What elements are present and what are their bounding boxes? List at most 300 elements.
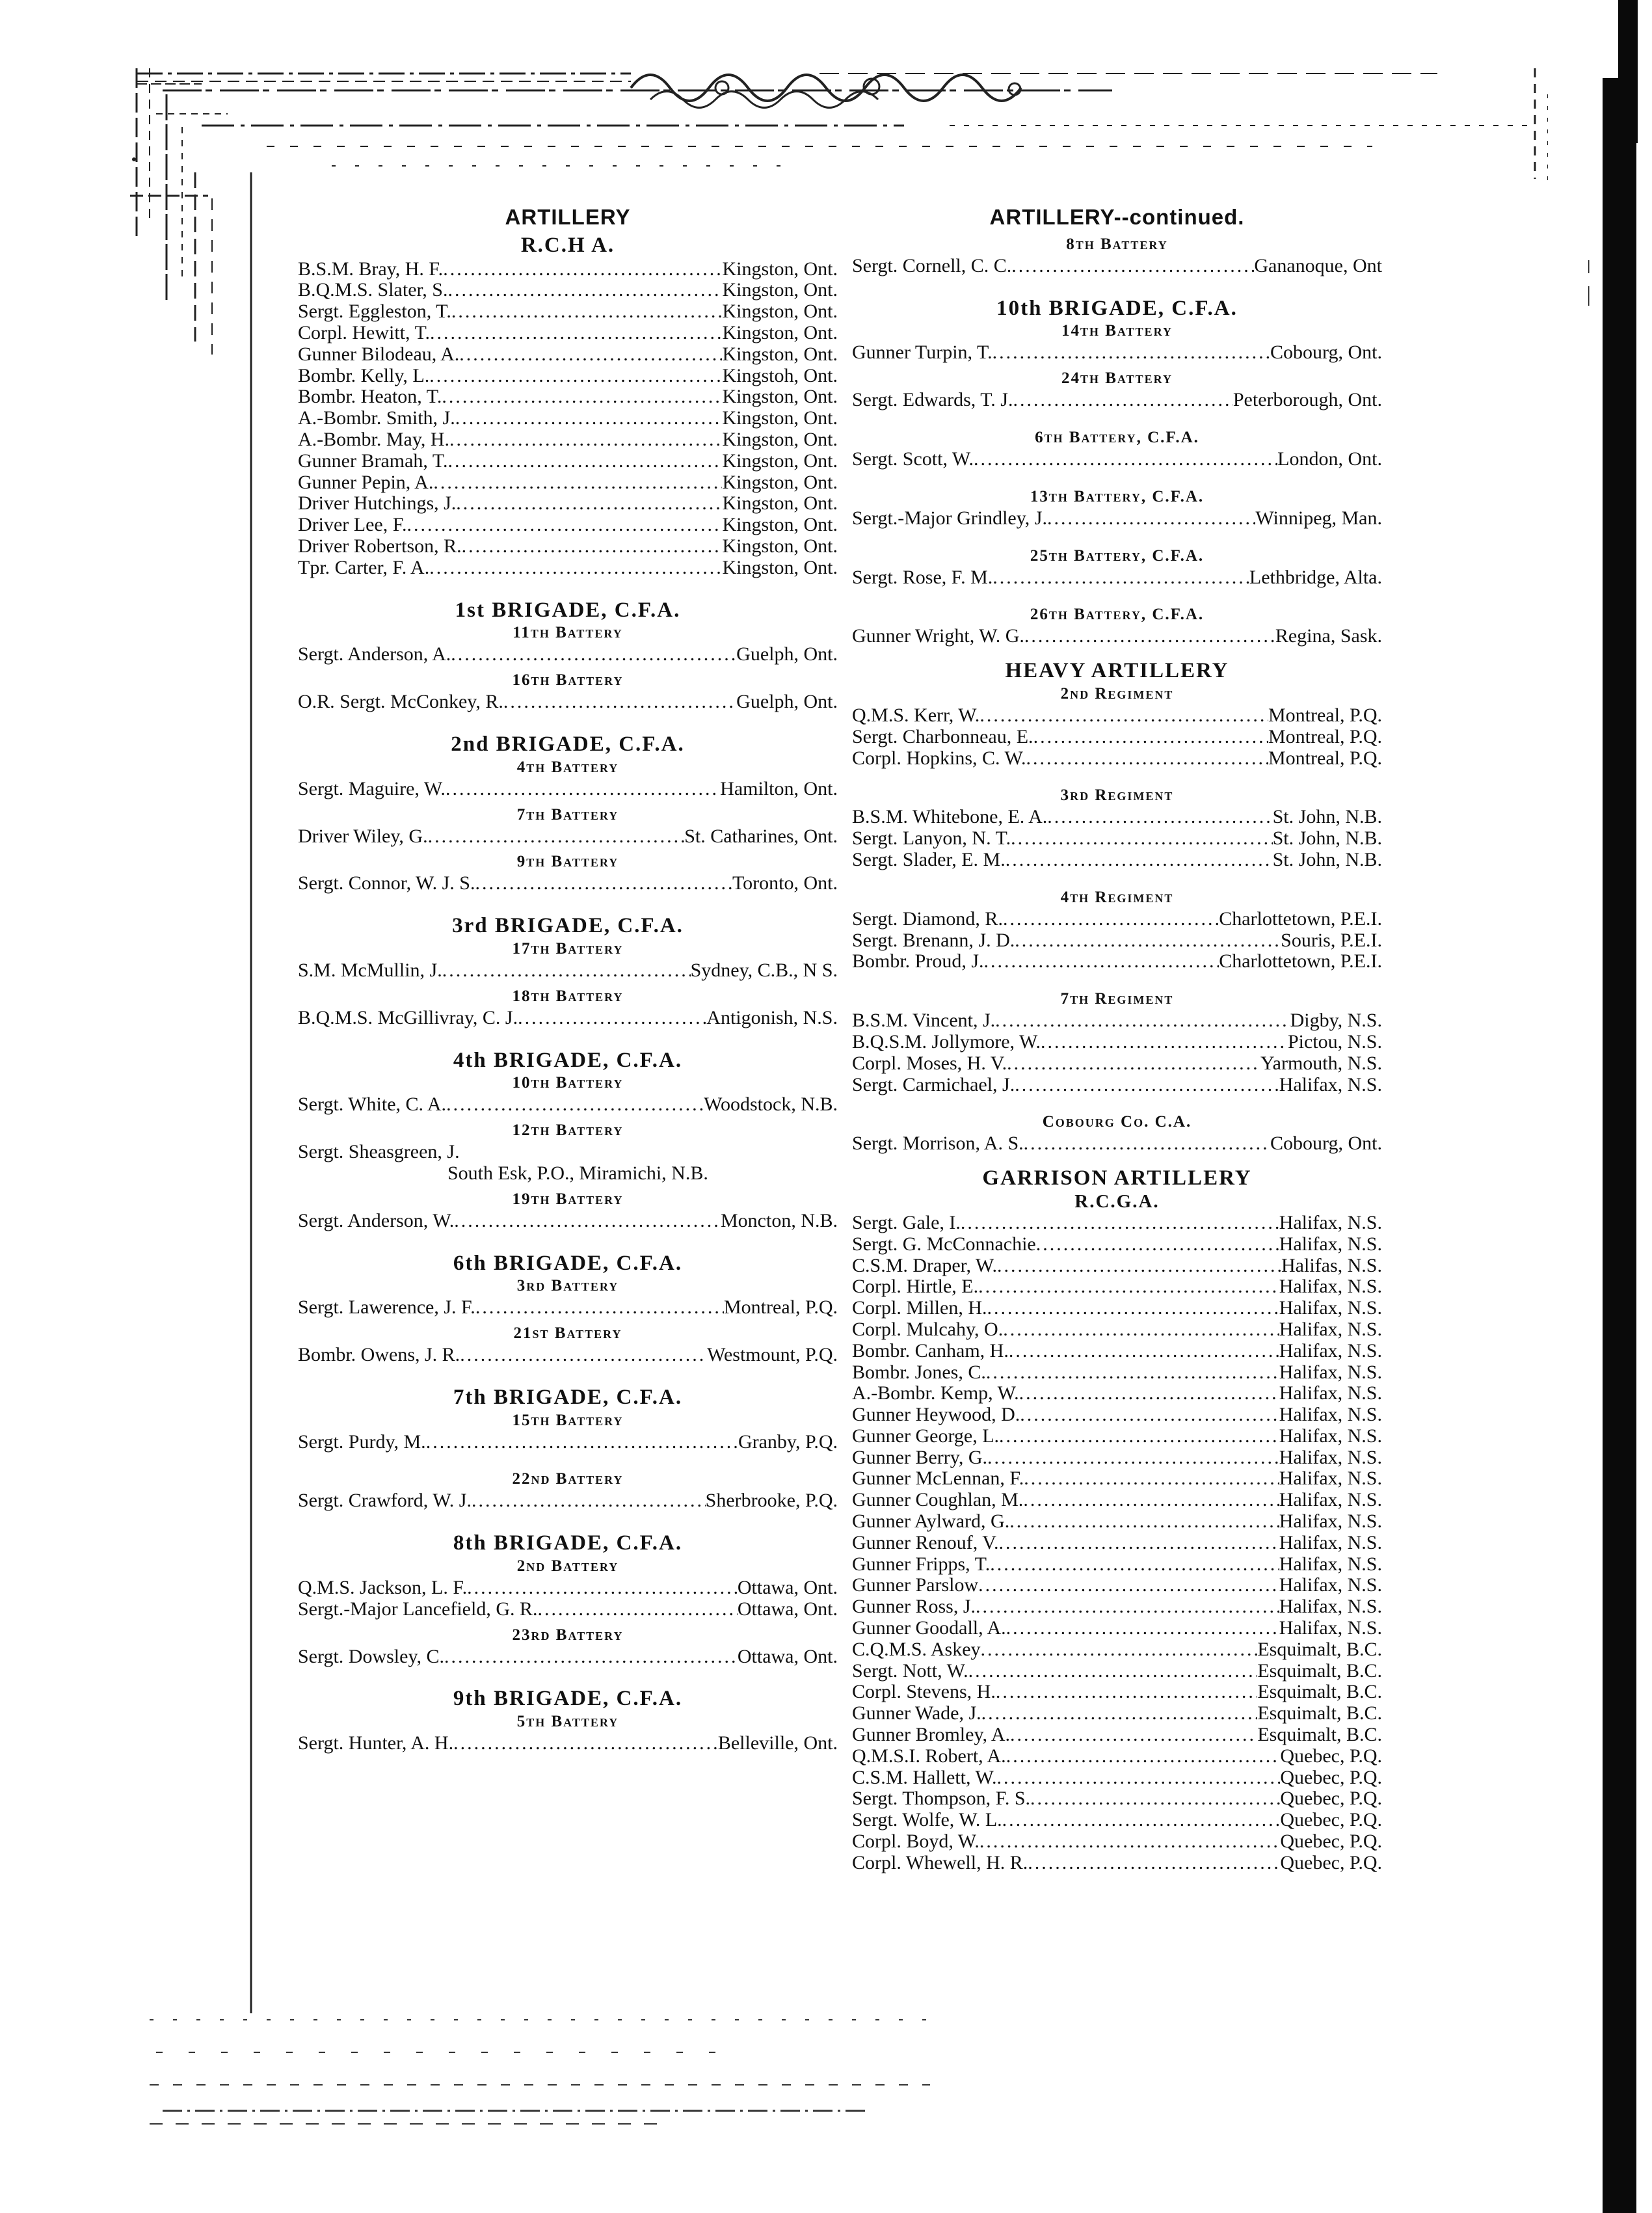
list-item (852, 850, 1382, 871)
list-item (852, 828, 1382, 850)
subgroup-label: 3rd Regiment (1060, 786, 1174, 805)
leader-dots (1024, 1133, 1270, 1155)
leader-dots (995, 1010, 1290, 1032)
entry-name: Bombr. Kelly, L. (298, 364, 430, 386)
list-item (298, 493, 838, 515)
entry-name: Sergt. Maguire, W. (298, 777, 446, 799)
leader-dots (1006, 1746, 1281, 1767)
entry-name: Bombr. Proud, J. (852, 950, 984, 972)
entry-name: C.S.M. Draper, W. (852, 1254, 997, 1276)
entry-place: Halifax, N.S. (1279, 1531, 1382, 1553)
entry-name: Sergt. Hunter, A. H. (298, 1732, 454, 1754)
list-item (852, 1032, 1382, 1053)
subgroup-label: 6th Battery, C.F.A. (1035, 428, 1199, 446)
group-heading: 7th BRIGADE, C.F.A. (453, 1385, 683, 1409)
entry-name: Q.M.S. Kerr, W. (852, 704, 980, 726)
entry-place: Souris, P.E.I. (1281, 929, 1382, 951)
entry-name: Sergt. Diamond, R. (852, 907, 1003, 930)
entry-name: Gunner George, L. (852, 1425, 1000, 1447)
entry-place: Montreal, P.Q. (1268, 725, 1382, 747)
leader-dots (1033, 727, 1268, 748)
list-item (298, 408, 838, 429)
leader-dots (979, 705, 1268, 727)
list-item (298, 536, 838, 557)
leader-dots (454, 1211, 721, 1232)
entry-place: Kingston, Ont. (722, 301, 838, 323)
entry-place: Kingston, Ont. (722, 321, 838, 343)
entry-place: Charlottetown, P.E.I. (1219, 950, 1382, 972)
list-item (298, 1211, 838, 1232)
entry-place: Quebec, P.Q. (1280, 1851, 1382, 1873)
list-item (298, 259, 838, 280)
group-heading: 9th BRIGADE, C.F.A. (453, 1687, 683, 1711)
entry-name: Corpl. Moses, H. V. (852, 1052, 1007, 1074)
entry-place: South Esk, P.O., Miramichi, N.B. (447, 1162, 708, 1184)
list-item (852, 1404, 1382, 1426)
list-item (298, 960, 838, 982)
leader-dots (428, 826, 685, 848)
leader-dots (453, 1733, 718, 1754)
entry-name: Bombr. Owens, J. R. (298, 1344, 460, 1366)
list-item (852, 1724, 1382, 1746)
leader-dots (999, 1426, 1279, 1447)
entry-place: Granby, P.Q. (738, 1430, 838, 1453)
entry-place: Esquimalt, B.C. (1257, 1659, 1382, 1682)
list-item (298, 1490, 838, 1512)
leader-dots (1047, 807, 1272, 828)
entry-place: Halifax, N.S. (1279, 1468, 1382, 1490)
entry-place: Charlottetown, P.E.I. (1219, 907, 1382, 930)
list-item (298, 1345, 838, 1366)
entry-place: Halifax, N.S. (1279, 1318, 1382, 1340)
entry-place: Pictou, N.S. (1287, 1030, 1382, 1053)
list-item (852, 1639, 1382, 1661)
group-heading: 6th BRIGADE, C.F.A. (453, 1251, 683, 1275)
list-item (852, 1075, 1382, 1096)
left-column (298, 207, 838, 1754)
list-item (298, 323, 838, 344)
leader-dots (1041, 1032, 1288, 1053)
leader-dots (987, 1447, 1279, 1469)
leader-dots (1015, 930, 1281, 952)
entry-name: Sergt. Morrison, A. S. (852, 1133, 1024, 1155)
subgroup-label: 14th Battery (1061, 322, 1173, 340)
group-heading: R.C.H A. (520, 233, 615, 257)
entry-place: Hamilton, Ont. (720, 777, 838, 799)
entry-place: St. John, N.B. (1272, 806, 1382, 828)
leader-dots (997, 1767, 1281, 1789)
entry-name: Driver Lee, F. (298, 514, 407, 536)
list-item (298, 826, 838, 848)
list-item (852, 807, 1382, 828)
entry-place: Halifax, N.S. (1279, 1339, 1382, 1361)
page-title: ARTILLERY (505, 205, 631, 229)
subgroup-label: 23rd Battery (512, 1626, 624, 1644)
leader-dots (1028, 1853, 1280, 1874)
entry-place: Quebec, P.Q. (1280, 1788, 1382, 1810)
leader-dots (430, 323, 722, 344)
subgroup-label: 26th Battery, C.F.A. (1030, 606, 1205, 624)
entry-name: S.M. McMullin, J. (298, 959, 442, 981)
leader-dots (460, 1345, 707, 1366)
leader-dots (429, 557, 722, 579)
subgroup-label: 11th Battery (513, 624, 623, 642)
list-item (852, 1596, 1382, 1618)
leader-dots (1010, 1724, 1257, 1746)
leader-dots (1007, 1053, 1260, 1075)
subgroup-label: 7th Battery (516, 805, 619, 824)
leader-dots (961, 1213, 1279, 1234)
entry-place: Montreal, P.Q. (1268, 704, 1382, 726)
entry-place: Kingston, Ont. (722, 407, 838, 429)
leader-dots (1009, 1511, 1279, 1533)
entry-place: Halifax, N.S. (1279, 1382, 1382, 1404)
leader-dots (446, 1094, 704, 1116)
leader-dots (984, 951, 1219, 972)
entry-place: Toronto, Ont. (732, 872, 838, 894)
leader-dots (442, 386, 722, 408)
entry-name: Sergt. Cornell, C. C. (852, 254, 1012, 276)
entry-place: Esquimalt, B.C. (1257, 1681, 1382, 1703)
entry-place: St. John, N.B. (1272, 848, 1382, 870)
leader-dots (990, 1554, 1279, 1576)
entry-name: Bombr. Canham, H. (852, 1339, 1009, 1361)
leader-dots (999, 1533, 1279, 1554)
list-item (298, 1163, 838, 1185)
list-item (852, 1276, 1382, 1298)
entry-place: Kingston, Ont. (722, 514, 838, 536)
entry-name: A.-Bombr. May, H. (298, 428, 450, 450)
entry-name: Gunner Berry, G. (852, 1446, 987, 1468)
entry-name: Corpl. Hewitt, T. (298, 321, 431, 343)
group-heading: GARRISON ARTILLERY (982, 1166, 1252, 1190)
subgroup-label: 2nd Regiment (1060, 684, 1174, 703)
entry-place: Kingston, Ont. (722, 279, 838, 301)
leader-dots (1015, 1075, 1279, 1096)
entry-place: Quebec, P.Q. (1280, 1831, 1382, 1853)
list-item (852, 1767, 1382, 1789)
entry-name: Gunner Bramah, T. (298, 449, 448, 472)
entry-place: Antigonish, N.S. (706, 1006, 838, 1028)
scan-edge-shadow (1588, 0, 1652, 2213)
entry-name: Corpl. Hopkins, C. W. (852, 747, 1026, 769)
entry-name: Sergt. White, C. A. (298, 1093, 447, 1116)
entry-place: Quebec, P.Q. (1280, 1766, 1382, 1788)
subgroup-label: 13th Battery, C.F.A. (1030, 487, 1205, 505)
group-heading: 8th BRIGADE, C.F.A. (453, 1531, 683, 1555)
leader-dots (986, 1362, 1279, 1384)
entry-name: Gunner Coughlan, M. (852, 1489, 1024, 1511)
leader-dots (993, 342, 1270, 364)
list-item (852, 705, 1382, 727)
group-heading: HEAVY ARTILLERY (1005, 659, 1229, 683)
list-item (298, 472, 838, 494)
entry-place: St. John, N.B. (1272, 827, 1382, 850)
group-heading: 10th BRIGADE, C.F.A. (996, 296, 1238, 320)
subgroup-label: 12th Battery (512, 1121, 624, 1140)
entry-place: Halifax, N.S. (1279, 1574, 1382, 1596)
entry-name: Sergt. Carmichael, J. (852, 1073, 1015, 1095)
subgroup-label: 9th Battery (516, 853, 619, 871)
entry-name: Driver Wiley, G. (298, 825, 428, 847)
group-heading: 3rd BRIGADE, C.F.A. (452, 914, 684, 938)
entry-place: Digby, N.S. (1290, 1010, 1382, 1032)
leader-dots (981, 1639, 1258, 1661)
list-item (298, 1432, 838, 1453)
list-item (298, 557, 838, 579)
entry-name: Sergt. Rose, F. M. (852, 566, 993, 588)
entry-name: C.Q.M.S. Askey (852, 1638, 981, 1660)
leader-dots (443, 259, 722, 280)
entry-name: Sergt. Gale, I. (852, 1211, 961, 1233)
entry-name: Q.M.S. Jackson, L. F. (298, 1577, 468, 1599)
list-item (298, 691, 838, 713)
entry-name: Gunner Parslow (852, 1574, 979, 1596)
list-item (852, 1490, 1382, 1511)
list-item (298, 451, 838, 472)
list-item (852, 256, 1382, 277)
group-heading: 2nd BRIGADE, C.F.A. (451, 732, 685, 756)
list-item (298, 1577, 838, 1599)
list-item (298, 386, 838, 408)
entry-name: Sergt.-Major Lancefield, G. R. (298, 1598, 538, 1620)
leader-dots (518, 1008, 706, 1029)
leader-dots (1026, 748, 1268, 770)
entry-place: Gananoque, Ont (1254, 254, 1382, 276)
entry-name: Corpl. Hirtle, E. (852, 1276, 979, 1298)
entry-place: Guelph, Ont. (736, 691, 838, 713)
list-item (852, 1255, 1382, 1277)
entry-place: Winnipeg, Man. (1255, 507, 1382, 529)
entry-place: Guelph, Ont. (736, 643, 838, 665)
leader-dots (1003, 1319, 1279, 1341)
leader-dots (449, 429, 722, 451)
list-item (852, 951, 1382, 972)
leader-dots (442, 960, 691, 982)
list-item (298, 280, 838, 301)
list-item (852, 449, 1382, 470)
list-item (298, 1599, 838, 1620)
entry-name: Q.M.S.I. Robert, A. (852, 1745, 1006, 1767)
leader-dots (503, 691, 736, 713)
leader-dots (1023, 1490, 1279, 1511)
entry-place: Esquimalt, B.C. (1257, 1724, 1382, 1746)
leader-dots (993, 567, 1249, 589)
entry-place: Cobourg, Ont. (1270, 342, 1382, 364)
entry-name: Sergt. Nott, W. (852, 1659, 968, 1682)
leader-dots (974, 449, 1277, 470)
leader-dots (1047, 508, 1255, 530)
list-item (852, 1133, 1382, 1155)
subgroup-label: 24th Battery (1061, 369, 1173, 388)
leader-dots (1024, 1468, 1279, 1490)
list-item (852, 1533, 1382, 1554)
subgroup-label: 16th Battery (512, 671, 624, 690)
entry-name: Corpl. Whewell, H. R. (852, 1851, 1028, 1873)
list-item (298, 429, 838, 451)
entry-name: A.-Bombr. Smith, J. (298, 407, 455, 429)
entry-place: Kingston, Ont. (722, 343, 838, 365)
subgroup-label: 22nd Battery (512, 1470, 624, 1488)
leader-dots (978, 1276, 1279, 1298)
entry-place: Yarmouth, N.S. (1260, 1052, 1382, 1074)
leader-dots (448, 280, 723, 301)
garrison-list (852, 1213, 1382, 1874)
subgroup-label: 18th Battery (512, 987, 624, 1005)
entry-place: Kingston, Ont. (722, 428, 838, 450)
leader-dots (1011, 828, 1272, 850)
entry-place: Montreal, P.Q. (724, 1296, 838, 1319)
entry-place: Moncton, N.B. (721, 1209, 838, 1231)
leader-dots (1019, 1383, 1279, 1404)
list-item (852, 1010, 1382, 1032)
entry-name: Sergt. Sheasgreen, J. (298, 1141, 460, 1163)
list-item (852, 1426, 1382, 1447)
entry-name: Sergt. Edwards, T. J. (852, 389, 1013, 411)
leader-dots (1006, 850, 1273, 871)
list-item (852, 1053, 1382, 1075)
entry-place: Esquimalt, B.C. (1257, 1638, 1382, 1660)
list-item (298, 1733, 838, 1754)
subgroup-label: 3rd Battery (516, 1277, 619, 1295)
entry-name: Sergt. Slader, E. M. (852, 848, 1006, 870)
leader-dots (1013, 390, 1233, 411)
entry-place: Halifas, N.S. (1281, 1254, 1382, 1276)
leader-dots (472, 1490, 706, 1512)
leader-dots (1006, 1618, 1279, 1639)
entry-name: Sergt. Wolfe, W. L. (852, 1809, 1002, 1831)
entry-place: Halifax, N.S. (1279, 1361, 1382, 1383)
entry-name: Gunner Bromley, A. (852, 1724, 1011, 1746)
list-item (298, 1297, 838, 1319)
entry-name: Sergt. Scott, W. (852, 448, 974, 470)
leader-dots (997, 1255, 1281, 1277)
entry-place: Lethbridge, Alta. (1249, 566, 1382, 588)
entry-place: Ottawa, Ont. (737, 1577, 838, 1599)
subgroup-label: 4th Regiment (1060, 888, 1174, 906)
subgroup-label: 4th Battery (516, 758, 619, 776)
entry-name: Corpl. Millen, H. (852, 1297, 987, 1319)
leader-dots (1036, 1234, 1279, 1255)
entry-place: Kingston, Ont. (722, 535, 838, 557)
entry-place: Kingston, Ont. (722, 471, 838, 493)
leader-dots (433, 472, 722, 494)
entry-place: Halifax, N.S. (1279, 1404, 1382, 1426)
entry-name: Sergt. Brenann, J. D. (852, 929, 1015, 951)
group-heading: 4th BRIGADE, C.F.A. (453, 1048, 683, 1072)
list-item (852, 1831, 1382, 1853)
entry-name: O.R. Sergt. McConkey, R. (298, 691, 503, 713)
list-item (852, 1575, 1382, 1596)
entry-place: Ottawa, Ont. (737, 1598, 838, 1620)
list-item (298, 1094, 838, 1116)
entry-name: Sergt. Anderson, W. (298, 1209, 455, 1231)
entry-name: Driver Hutchings, J. (298, 492, 457, 515)
leader-dots (451, 644, 736, 665)
decorative-header-border (137, 68, 1548, 185)
leader-dots (451, 301, 723, 323)
list-item (852, 1298, 1382, 1319)
leader-dots (462, 536, 723, 557)
list-item (852, 1341, 1382, 1362)
entry-name: Gunner McLennan, F. (852, 1468, 1024, 1490)
entry-name: Corpl. Stevens, H. (852, 1681, 996, 1703)
entry-place: Sherbrooke, P.Q. (705, 1490, 838, 1512)
leader-dots (1024, 626, 1275, 647)
entry-name: Gunner Wright, W. G. (852, 625, 1024, 647)
leader-dots (455, 408, 723, 429)
subgroup-label: 21st Battery (513, 1324, 622, 1343)
entry-place: Kingston, Ont. (722, 449, 838, 472)
subgroup-label: Cobourg Co. C.A. (1042, 1113, 1192, 1131)
entry-place: Montreal, P.Q. (1268, 747, 1382, 769)
continued-title: ARTILLERY--continued. (989, 205, 1245, 229)
entry-place: Quebec, P.Q. (1280, 1809, 1382, 1831)
entry-place: Regina, Sask. (1275, 625, 1382, 647)
entry-name: Corpl. Mulcahy, O. (852, 1318, 1004, 1340)
entry-place: St. Catharines, Ont. (684, 825, 838, 847)
list-item (298, 779, 838, 800)
list-item (852, 727, 1382, 748)
entry-place: Halifax, N.S. (1279, 1073, 1382, 1095)
leader-dots (979, 1831, 1280, 1853)
entry-name: B.S.M. Whitebone, E. A. (852, 806, 1048, 828)
list-item (852, 342, 1382, 364)
entry-place: Halifax, N.S. (1279, 1297, 1382, 1319)
leader-dots (976, 1596, 1279, 1618)
entry-name: Gunner Turpin, T. (852, 342, 993, 364)
list-item (852, 1788, 1382, 1810)
list-item (852, 1618, 1382, 1639)
entry-name: Sergt. Dowsley, C. (298, 1645, 444, 1667)
entry-name: B.S.M. Vincent, J. (852, 1010, 996, 1032)
entry-place: Esquimalt, B.C. (1257, 1702, 1382, 1724)
list-item (298, 873, 838, 894)
leader-dots (446, 779, 720, 800)
subgroup-label: 25th Battery, C.F.A. (1030, 546, 1205, 565)
leader-dots (456, 493, 722, 515)
entry-name: Sergt. Connor, W. J. S. (298, 872, 475, 894)
entry-name: Sergt. Charbonneau, E. (852, 725, 1033, 747)
entry-name: A.-Bombr. Kemp, W. (852, 1382, 1019, 1404)
list-item (852, 508, 1382, 530)
leader-dots (981, 1703, 1258, 1724)
entry-place: Halifax, N.S. (1279, 1553, 1382, 1575)
entry-place: Halifax, N.S. (1279, 1446, 1382, 1468)
entry-name: Sergt. Lawerence, J. F. (298, 1296, 475, 1319)
leader-dots (475, 1297, 724, 1319)
entry-name: B.Q.S.M. Jollymore, W. (852, 1030, 1041, 1053)
list-item (298, 366, 838, 387)
list-item (298, 301, 838, 323)
list-item (852, 1746, 1382, 1767)
entry-name: Gunner Fripps, T. (852, 1553, 991, 1575)
list-item (852, 1554, 1382, 1576)
entry-place: Halifax, N.S. (1279, 1617, 1382, 1639)
entry-name: Sergt. Crawford, W. J. (298, 1490, 472, 1512)
subgroup-label: 5th Battery (516, 1713, 619, 1731)
list-item (298, 644, 838, 665)
entry-name: Tpr. Carter, F. A. (298, 556, 430, 578)
list-item (852, 930, 1382, 952)
entry-place: Kingston, Ont. (722, 258, 838, 280)
list-item (852, 567, 1382, 589)
entry-place: Peterborough, Ont. (1232, 389, 1382, 411)
list-item (852, 1468, 1382, 1490)
list-item (852, 1511, 1382, 1533)
entry-place: Halifax, N.S. (1279, 1211, 1382, 1233)
entry-name: B.Q.M.S. McGillivray, C. J. (298, 1006, 518, 1028)
